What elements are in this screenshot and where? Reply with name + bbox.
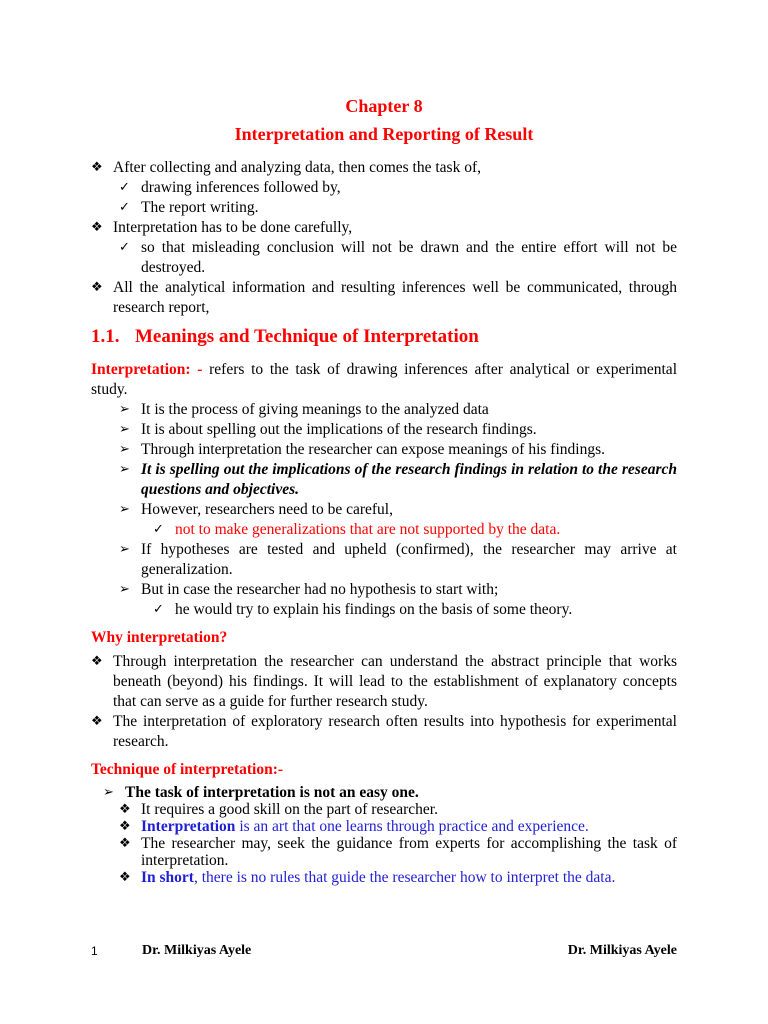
section-title: Meanings and Technique of Interpretation xyxy=(135,326,479,347)
bullet-text: All the analytical information and resulting inferences well be communicated, through research report, xyxy=(113,279,677,316)
chapter-title: Interpretation and Reporting of Result xyxy=(234,124,534,144)
bullet-text: Through interpretation the researcher can expose meanings of his findings. xyxy=(141,441,605,458)
diamond-bullet-icon: ❖ xyxy=(119,870,131,885)
bullet-text: But in case the researcher had no hypothesis to start with; xyxy=(141,581,499,598)
bullet-text: The researcher may, seek the guidance from experts for accomplishing the task of interpretation. xyxy=(141,835,677,869)
meaning-sub-point-2 xyxy=(91,600,677,620)
technique-sub-point-1 xyxy=(91,801,677,818)
intro-sub-bullet-1 xyxy=(91,178,677,198)
intro-sub-bullet-3 xyxy=(91,238,677,278)
document-page xyxy=(91,92,677,886)
intro-sub-bullet-2 xyxy=(91,198,677,218)
technique-main-point xyxy=(91,784,677,801)
why-bullet-1 xyxy=(91,652,677,712)
arrow-bullet-icon: ➢ xyxy=(103,785,114,800)
technique-sub-point-2 xyxy=(91,818,677,835)
bullet-text: he would try to explain his findings on the basis of some theory. xyxy=(175,601,573,618)
check-bullet-icon: ✓ xyxy=(153,522,164,537)
technique-heading: Technique of interpretation:- xyxy=(91,761,284,778)
diamond-bullet-icon: ❖ xyxy=(91,714,103,729)
bullet-text: Through interpretation the researcher can understand the abstract principle that works beneath (beyond) his findings. It will lead to the establishment of explanatory concepts that can serve as a guide for further research study. xyxy=(113,653,677,710)
intro-bullet-2 xyxy=(91,218,677,238)
diamond-bullet-icon: ❖ xyxy=(119,802,131,817)
definition-paragraph xyxy=(91,360,677,400)
meaning-point-3 xyxy=(91,440,677,460)
emphasis-term: In short xyxy=(141,869,194,886)
definition-term: Interpretation: - xyxy=(91,361,203,378)
meaning-point-1 xyxy=(91,400,677,420)
bullet-text: The report writing. xyxy=(141,199,259,216)
chapter-number: Chapter 8 xyxy=(345,96,423,116)
section-number: 1.1. xyxy=(91,326,120,347)
diamond-bullet-icon: ❖ xyxy=(91,220,103,235)
bullet-text: is an art that one learns through practice and experience. xyxy=(235,818,589,835)
check-bullet-icon: ✓ xyxy=(153,602,164,617)
arrow-bullet-icon: ➢ xyxy=(119,422,130,437)
bullet-text: It is about spelling out the implications of the research findings. xyxy=(141,421,537,438)
bullet-text: The task of interpretation is not an easy one. xyxy=(125,784,419,801)
arrow-bullet-icon: ➢ xyxy=(119,462,130,477)
intro-bullet-3 xyxy=(91,278,677,318)
bullet-text: drawing inferences followed by, xyxy=(141,179,341,196)
arrow-bullet-icon: ➢ xyxy=(119,502,130,517)
why-bullet-2 xyxy=(91,712,677,752)
meaning-point-7 xyxy=(91,580,677,600)
bullet-text: Interpretation has to be done carefully, xyxy=(113,219,353,236)
page-number: 1 xyxy=(91,944,98,958)
arrow-bullet-icon: ➢ xyxy=(119,582,130,597)
bullet-text: so that misleading conclusion will not be drawn and the entire effort will not be destroyed. xyxy=(141,239,677,276)
emphasis-term: Interpretation xyxy=(141,818,236,835)
intro-bullet-1 xyxy=(91,158,677,178)
bullet-text: not to make generalizations that are not supported by the data. xyxy=(175,521,561,538)
bullet-text: It requires a good skill on the part of researcher. xyxy=(141,801,438,818)
technique-sub-point-3 xyxy=(91,835,677,869)
meaning-point-5 xyxy=(91,500,677,520)
section-heading xyxy=(91,324,677,350)
diamond-bullet-icon: ❖ xyxy=(91,280,103,295)
bullet-text: It is the process of giving meanings to the analyzed data xyxy=(141,401,489,418)
footer-author-right: Dr. Milkiyas Ayele xyxy=(567,943,677,958)
diamond-bullet-icon: ❖ xyxy=(119,836,131,851)
meaning-point-6 xyxy=(91,540,677,580)
arrow-bullet-icon: ➢ xyxy=(119,442,130,457)
meaning-point-4 xyxy=(91,460,677,500)
meaning-point-2 xyxy=(91,420,677,440)
technique-sub-point-4 xyxy=(91,869,677,886)
footer-author-left: Dr. Milkiyas Ayele xyxy=(142,943,252,958)
bullet-text: It is spelling out the implications of the research findings in relation to the research questions and objectives. xyxy=(141,461,677,498)
meaning-sub-point-1 xyxy=(91,520,677,540)
diamond-bullet-icon: ❖ xyxy=(119,819,131,834)
bullet-text: After collecting and analyzing data, then comes the task of, xyxy=(113,159,481,176)
definition-text: refers to the task of drawing inferences after analytical or experimental study. xyxy=(91,361,677,398)
bullet-text: The interpretation of exploratory research often results into hypothesis for experimental research. xyxy=(113,713,677,750)
bullet-text: , there is no rules that guide the researcher how to interpret the data. xyxy=(193,869,616,886)
diamond-bullet-icon: ❖ xyxy=(91,160,103,175)
check-bullet-icon: ✓ xyxy=(119,200,130,215)
diamond-bullet-icon: ❖ xyxy=(91,654,103,669)
why-interpretation-heading: Why interpretation? xyxy=(91,629,228,646)
bullet-text: If hypotheses are tested and upheld (confirmed), the researcher may arrive at generalization. xyxy=(141,541,677,578)
bullet-text: However, researchers need to be careful, xyxy=(141,501,393,518)
arrow-bullet-icon: ➢ xyxy=(119,402,130,417)
arrow-bullet-icon: ➢ xyxy=(119,542,130,557)
check-bullet-icon: ✓ xyxy=(119,240,130,255)
check-bullet-icon: ✓ xyxy=(119,180,130,195)
